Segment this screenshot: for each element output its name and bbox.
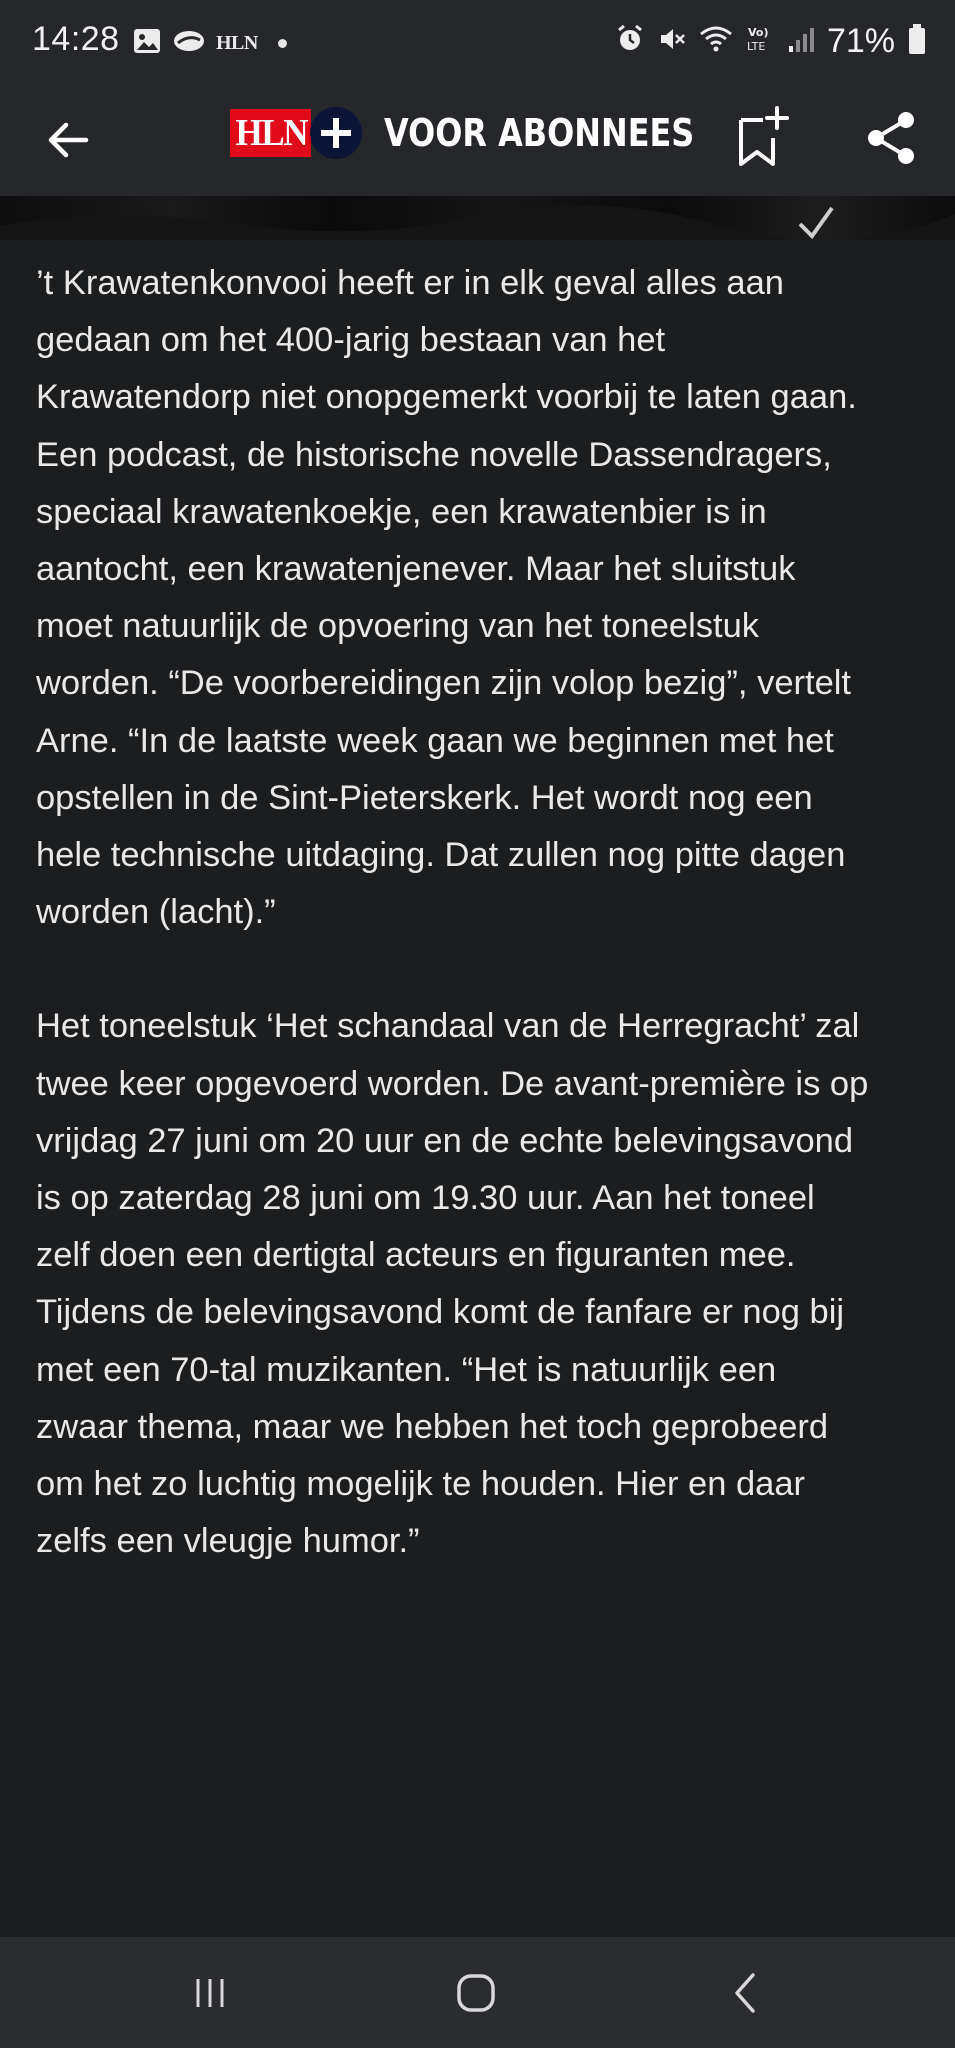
home-button[interactable] (446, 1965, 506, 2021)
article-paragraph: ’t Krawatenkonvooi heeft er in elk geval alles aan gedaan om het 400-jarig bestaan van het Krawatendorp niet onopgemerkt voorbij te laten gaan. Een podcast, de historische novelle Dassendragers, speciaal krawatenkoekje, een krawatenbier is in aantocht, een krawatenjenever. Maar het sluitstuk moet natuurlijk de opvoering van het toneelstuk worden. “De voorbereidingen zijn volop bezig”, vertelt Arne. “In de laatste week gaan we beginnen met het opstellen in de Sint-Pieterskerk. Het wordt nog een hele technische uitdaging. Dat zullen nog pitte dagen worden (lacht).” (36, 264, 857, 932)
home-icon (454, 1971, 498, 2015)
brand (230, 107, 753, 159)
hln-app-icon: HLN (216, 32, 258, 54)
status-time: 14:28 (32, 20, 120, 58)
mute-icon (657, 24, 687, 59)
bookmark-add-button[interactable] (733, 102, 793, 172)
hln-logo: HLN (230, 109, 311, 157)
gallery-icon (132, 26, 162, 61)
share-icon (862, 108, 922, 168)
recent-apps-button[interactable] (180, 1965, 240, 2021)
back-nav-icon (726, 1971, 766, 2015)
volte-icon (745, 24, 775, 59)
recent-apps-icon (190, 1973, 230, 2013)
back-button[interactable] (40, 112, 96, 168)
plus-badge-icon (310, 107, 362, 159)
back-nav-button[interactable] (716, 1965, 776, 2021)
navigation-bar (0, 1937, 955, 2048)
system-status-icons (615, 22, 927, 61)
alarm-icon (615, 24, 645, 59)
svg-text:LTE: LTE (746, 40, 766, 53)
notification-icons (132, 26, 287, 61)
cloud-icon (172, 26, 206, 61)
article-photo (0, 196, 955, 240)
bookmark-add-icon (733, 102, 793, 172)
status-bar (0, 0, 955, 86)
signal-icon (787, 24, 815, 59)
page-title: VOOR ABONNEES (383, 111, 695, 155)
battery-percent: 71% (826, 22, 895, 60)
share-button[interactable] (862, 108, 922, 168)
battery-icon (907, 23, 927, 60)
arrow-left-icon (46, 120, 90, 160)
svg-text:Vo): Vo) (747, 26, 769, 39)
app-bar (0, 86, 955, 196)
article-paragraph: Het toneelstuk ‘Het schandaal van de Herregracht’ zal twee keer opgevoerd worden. De avant-première is op vrijdag 27 juni om 20 uur en de echte belevingsavond is op zaterdag 28 juni om 19.30 uur. Aan het toneel zelf doen een dertigtal acteurs en figuranten mee. Tijdens de belevingsavond komt de fanfare er nog bij met een 70-tal muzikanten. “Het is natuurlijk een zwaar thema, maar we hebben het toch geprobeerd om het zo luchtig mogelijk te houden. Hier en daar zelfs een vleugje humor.” (36, 1007, 869, 1561)
more-notifications-dot-icon (278, 39, 287, 48)
wifi-icon (699, 24, 733, 59)
article-body (36, 255, 926, 1570)
